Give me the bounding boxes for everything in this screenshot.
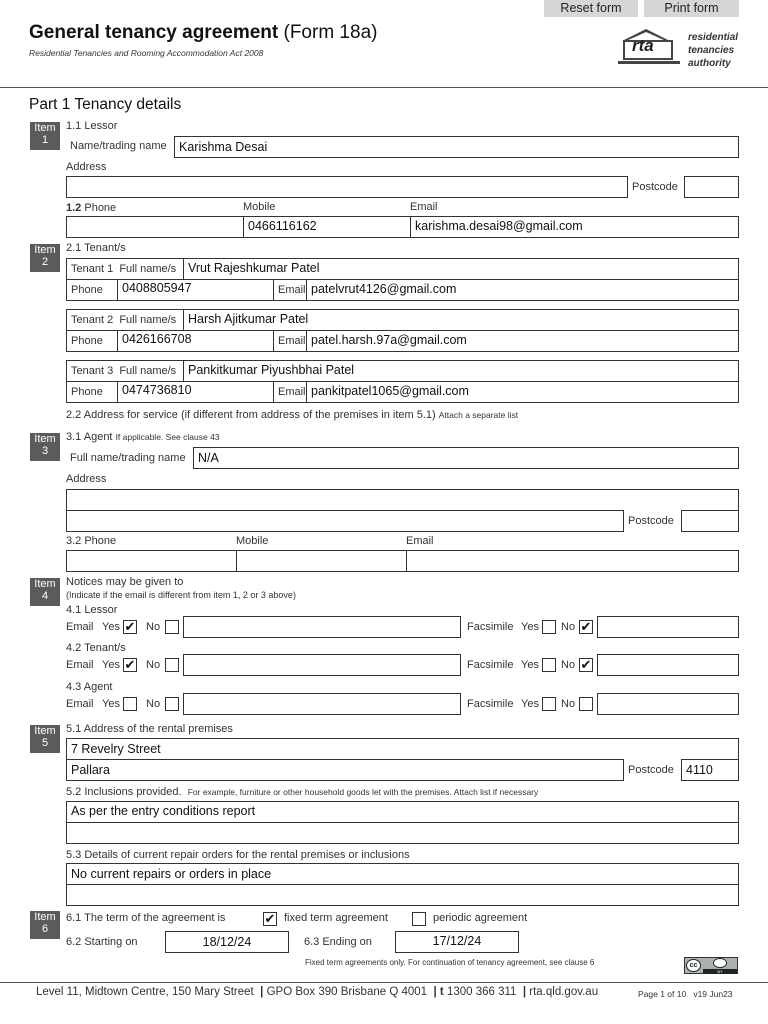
org-line-3: authority — [688, 58, 731, 69]
agent-phone-field[interactable] — [66, 550, 237, 572]
part-1-title: Part 1 Tenancy details — [29, 96, 182, 113]
notice-tenant-email-yes-checkbox[interactable]: ✔ — [124, 657, 136, 672]
tenant-2-label: Tenant 2 Full name/s — [66, 309, 184, 331]
org-line-2: tenancies — [688, 45, 735, 56]
lessor-phone-field[interactable] — [66, 216, 244, 238]
ending-field[interactable] — [395, 931, 519, 953]
notice-agent-email-yes-label: Yes — [102, 698, 120, 710]
repairs-heading: 5.3 Details of current repair orders for the rental premises or inclusions — [66, 849, 410, 861]
tenant-3-email-value: pankitpatel1065@gmail.com — [311, 384, 469, 398]
header-divider — [0, 87, 768, 88]
rta-logo — [616, 25, 686, 71]
premises-postcode-value: 4110 — [686, 763, 713, 777]
notice-agent-fax-field[interactable] — [597, 693, 739, 715]
org-line-1: residential — [688, 32, 739, 43]
repairs-value: No current repairs or orders in place — [71, 867, 272, 881]
notice-agent-email-yes-checkbox[interactable] — [123, 697, 137, 711]
tenant-1-phone-value: 0408805947 — [122, 281, 192, 295]
premises-postcode-field[interactable] — [681, 759, 739, 781]
cc-icon: cc — [686, 959, 701, 972]
by-label: BY — [703, 969, 737, 974]
footer-page-info — [638, 989, 733, 999]
premises-heading: 5.1 Address of the rental premises — [66, 723, 233, 735]
notice-lessor-heading: 4.1 Lessor — [66, 604, 118, 616]
notice-tenant-fax-no-label: No — [561, 659, 576, 671]
notice-lessor-fax-yes-label: Yes — [521, 621, 539, 633]
agent-address-label: Address — [66, 473, 107, 485]
notice-lessor-fax-yes-checkbox[interactable] — [542, 620, 556, 634]
lessor-heading: 1.1 Lessor — [66, 120, 118, 132]
tenant-3-phone-label: Phone — [66, 381, 118, 403]
notice-tenant-email-label: Email — [66, 659, 94, 671]
print-form-button[interactable]: Print form — [644, 0, 739, 17]
inclusions-value: As per the entry conditions report — [71, 804, 256, 818]
notice-lessor-fax-no-checkbox[interactable]: ✔ — [580, 619, 592, 634]
periodic-checkbox[interactable] — [412, 912, 426, 926]
notice-tenant-email-no-checkbox[interactable] — [165, 658, 179, 672]
footer-divider — [0, 982, 768, 983]
notice-lessor-fax-label: Facsimile — [467, 621, 514, 633]
agent-address-field-1[interactable] — [66, 489, 739, 511]
lessor-name-label: Name/trading name — [70, 140, 167, 152]
footer-phone: 1300 366 311 — [446, 986, 517, 998]
notice-tenant-fax-yes-checkbox[interactable] — [542, 658, 556, 672]
tenant-2-email-value: patel.harsh.97a@gmail.com — [311, 333, 467, 347]
notice-tenant-heading: 4.2 Tenant/s — [66, 642, 126, 654]
notice-lessor-fax-no-label: No — [561, 621, 576, 633]
notice-tenant-fax-no-checkbox[interactable]: ✔ — [580, 657, 592, 672]
tenant-1-label: Tenant 1 Full name/s — [66, 258, 184, 280]
starting-label: 6.2 Starting on — [66, 936, 138, 948]
org-name — [688, 31, 738, 70]
lessor-email-label: Email — [410, 201, 438, 213]
form-version: v19 Jun23 — [693, 989, 733, 999]
periodic-label: periodic agreement — [433, 912, 528, 924]
fixed-term-checkbox[interactable]: ✔ — [264, 911, 276, 926]
agent-name-label: Full name/trading name — [70, 452, 186, 464]
premises-line2-value: Pallara — [71, 763, 110, 777]
agent-mobile-field[interactable] — [236, 550, 407, 572]
page-title — [29, 22, 377, 44]
notice-tenant-fax-yes-label: Yes — [521, 659, 539, 671]
notice-agent-fax-no-checkbox[interactable] — [579, 697, 593, 711]
footer-web[interactable]: rta.qld.gov.au — [529, 986, 599, 998]
footer-contact: Level 11, Midtown Centre, 150 Mary Street | GPO Box 390 Brisbane Q 4001 | t 1300 366 311 | rta.qld.gov.au — [36, 986, 599, 998]
tenant-3-phone-value: 0474736810 — [122, 383, 192, 397]
footer-po-box: GPO Box 390 Brisbane Q 4001 — [266, 986, 428, 998]
repairs-field-1[interactable] — [66, 863, 739, 885]
cc-license-badge — [684, 957, 738, 974]
notice-lessor-email-yes-label: Yes — [102, 621, 120, 633]
fixed-term-label: fixed term agreement — [284, 912, 388, 924]
agent-postcode-label: Postcode — [623, 510, 682, 532]
notice-agent-email-no-label: No — [146, 698, 161, 710]
lessor-name-value: Karishma Desai — [179, 140, 268, 154]
rta-logo-text: rta — [632, 36, 654, 55]
notice-tenant-email-yes-label: Yes — [102, 659, 120, 671]
act-subtitle: Residential Tenancies and Rooming Accommodation Act 2008 — [29, 48, 264, 58]
notice-agent-fax-yes-label: Yes — [521, 698, 539, 710]
tenant-1-email-value: patelvrut4126@gmail.com — [311, 282, 457, 296]
notice-lessor-email-label: Email — [66, 621, 94, 633]
tenant-1-name-value: Vrut Rajeshkumar Patel — [188, 261, 320, 275]
agent-mobile-label: Mobile — [236, 535, 269, 547]
ending-label: 6.3 Ending on — [304, 936, 372, 948]
notice-lessor-email-yes-checkbox[interactable]: ✔ — [124, 619, 136, 634]
notice-lessor-email-no-checkbox[interactable] — [165, 620, 179, 634]
tenants-heading: 2.1 Tenant/s — [66, 242, 126, 254]
lessor-postcode-field[interactable] — [684, 176, 739, 198]
tenant-1-email-label: Email — [273, 279, 307, 301]
item-1-tag: Item 1 — [30, 122, 60, 150]
premises-postcode-label: Postcode — [623, 759, 682, 781]
item-5-tag: Item 5 — [30, 725, 60, 753]
notice-agent-email-field[interactable] — [183, 693, 461, 715]
item-4-tag: Item 4 — [30, 578, 60, 606]
notice-agent-fax-label: Facsimile — [467, 698, 514, 710]
lessor-postcode-label: Postcode — [627, 176, 685, 198]
inclusions-heading: 5.2 Inclusions provided. For example, furniture or other household goods let with the premises. Attach list if necessary — [66, 786, 539, 798]
footer-address: Level 11, Midtown Centre, 150 Mary Street — [36, 986, 254, 998]
tenant-1-phone-label: Phone — [66, 279, 118, 301]
agent-heading: 3.1 Agent If applicable. See clause 43 — [66, 431, 220, 443]
ending-value: 17/12/24 — [432, 934, 482, 948]
lessor-mobile-value: 0466116162 — [248, 219, 317, 233]
agent-postcode-field[interactable] — [681, 510, 739, 532]
item-6-tag: Item 6 — [30, 911, 60, 939]
term-heading: 6.1 The term of the agreement is — [66, 912, 226, 924]
premises-line1-field[interactable] — [66, 738, 739, 760]
starting-field[interactable] — [165, 931, 289, 953]
by-person-icon — [713, 958, 727, 968]
lessor-phone-heading: 1.2 Phone — [66, 202, 117, 214]
notice-agent-heading: 4.3 Agent — [66, 681, 113, 693]
lessor-address-label: Address — [66, 161, 107, 173]
notice-tenant-fax-field[interactable] — [597, 654, 739, 676]
tenant-2-name-value: Harsh Ajitkumar Patel — [188, 312, 309, 326]
page-number: Page 1 of 10 — [638, 989, 687, 999]
notices-note: (Indicate if the email is different from item 1, 2 or 3 above) — [66, 590, 296, 600]
reset-form-button[interactable]: Reset form — [544, 0, 638, 17]
item-2-tag: Item 2 — [30, 244, 60, 272]
agent-email-label: Email — [406, 535, 434, 547]
tenant-3-label: Tenant 3 Full name/s — [66, 360, 184, 382]
notice-agent-email-label: Email — [66, 698, 94, 710]
item-3-tag: Item 3 — [30, 433, 60, 461]
notice-agent-fax-yes-checkbox[interactable] — [542, 697, 556, 711]
agent-phone-heading: 3.2 Phone — [66, 535, 117, 547]
notice-agent-fax-no-label: No — [561, 698, 576, 710]
agent-name-value: N/A — [198, 451, 219, 465]
tenant-2-email-label: Email — [273, 330, 307, 352]
premises-line1-value: 7 Revelry Street — [71, 742, 161, 756]
term-note: Fixed term agreements only. For continuation of tenancy agreement, see clause 6 — [305, 958, 595, 967]
notice-lessor-fax-field[interactable] — [597, 616, 739, 638]
tenant-2-phone-value: 0426166708 — [122, 332, 192, 346]
notice-lessor-email-field[interactable] — [183, 616, 461, 638]
agent-name-field[interactable] — [193, 447, 739, 469]
notice-agent-email-no-checkbox[interactable] — [165, 697, 179, 711]
title-text: General tenancy agreement — [29, 22, 279, 43]
starting-value: 18/12/24 — [202, 935, 252, 949]
notice-tenant-email-no-label: No — [146, 659, 161, 671]
tenant-2-phone-label: Phone — [66, 330, 118, 352]
form-number: (Form 18a) — [283, 22, 378, 43]
notices-heading: Notices may be given to — [66, 576, 184, 588]
lessor-mobile-label: Mobile — [243, 201, 276, 213]
agent-email-field[interactable] — [406, 550, 739, 572]
notice-tenant-email-field[interactable] — [183, 654, 461, 676]
lessor-email-value: karishma.desai98@gmail.com — [415, 219, 583, 233]
repairs-field-2[interactable] — [66, 884, 739, 906]
tenant-3-name-value: Pankitkumar Piyushbhai Patel — [188, 363, 355, 377]
inclusions-field-1[interactable] — [66, 801, 739, 823]
inclusions-field-2[interactable] — [66, 822, 739, 844]
lessor-name-field[interactable] — [174, 136, 739, 158]
notice-lessor-email-no-label: No — [146, 621, 161, 633]
service-address-heading: 2.2 Address for service (if different from address of the premises in item 5.1) Attach a separate list — [66, 409, 519, 421]
tenant-3-email-label: Email — [273, 381, 307, 403]
notice-tenant-fax-label: Facsimile — [467, 659, 514, 671]
lessor-mobile-field[interactable] — [243, 216, 411, 238]
lessor-email-field[interactable] — [410, 216, 739, 238]
